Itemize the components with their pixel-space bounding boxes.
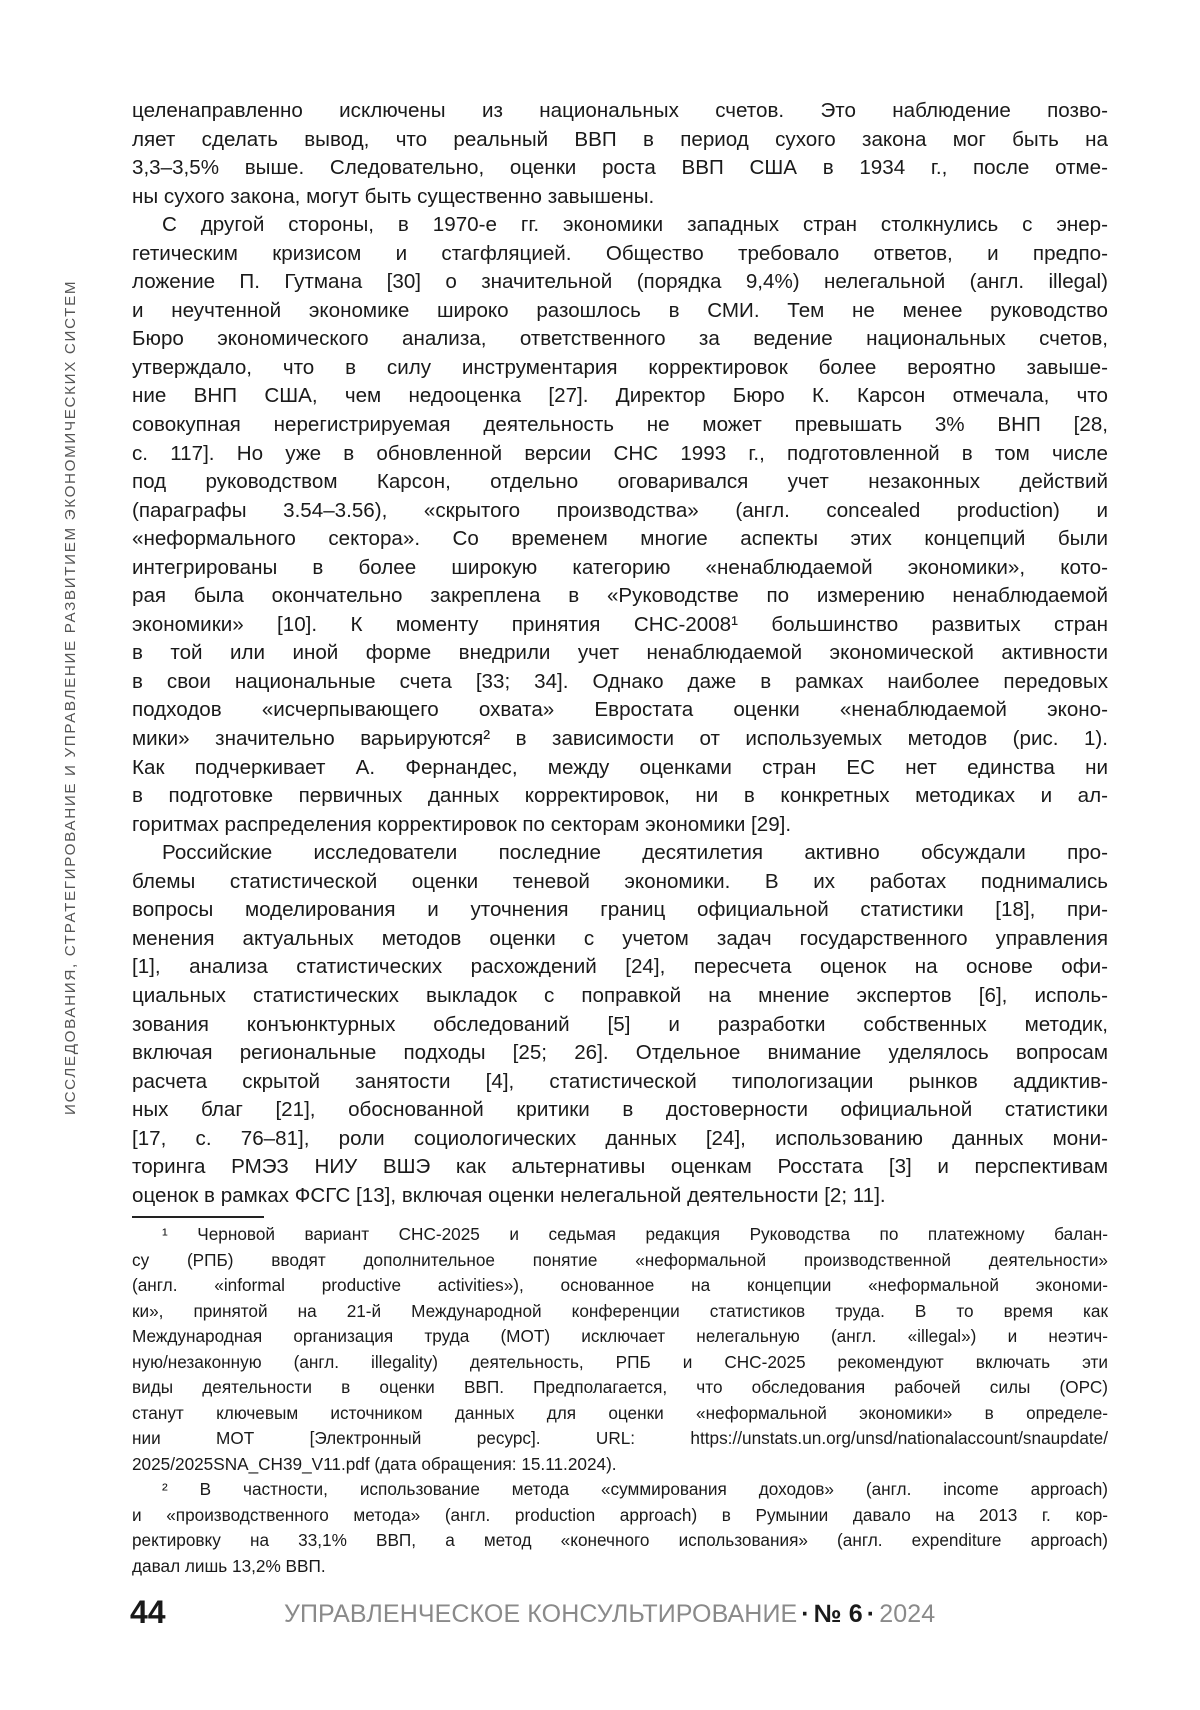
body-line: под руководством Карсон, отдельно оговаривался учет незаконных действий [132,468,1108,497]
body-line: «неформального сектора». Со временем многие аспекты этих концепций были [132,525,1108,554]
body-line: ных благ [21], обоснованной критики в достоверности официальной статистики [132,1096,1108,1125]
footnote-line: виды деятельности в оценки ВВП. Предполагается, что обследования рабочей силы (ОРС) [132,1375,1108,1401]
footnote-line: (англ. «informal productive activities»), основанное на концепции «неформальной экономи- [132,1273,1108,1299]
footnote-line: ¹ Черновой вариант СНС-2025 и седьмая редакция Руководства по платежному балан- [132,1222,1108,1248]
body-line: горитмах распределения корректировок по секторам экономики [29]. [132,811,1108,840]
body-line: ложение П. Гутмана [30] о значительной (порядка 9,4%) нелегальной (англ. illegal) [132,268,1108,297]
body-line: в подготовке первичных данных корректировок, ни в конкретных методиках и ал- [132,782,1108,811]
footnote-line: Международная организация труда (МОТ) исключает нелегальную (англ. «illegal») и неэтич- [132,1324,1108,1350]
footnote-line: и «производственного метода» (англ. production approach) в Румынии давало на 2013 г. кор- [132,1503,1108,1529]
body-line: Российские исследователи последние десятилетия активно обсуждали про- [132,839,1108,868]
body-line: с. 117]. Но уже в обновленной версии СНС 1993 г., подготовленной в том числе [132,440,1108,469]
body-line: [1], анализа статистических расхождений [24], пересчета оценок на основе офи- [132,953,1108,982]
footnote-divider [132,1216,264,1218]
body-line: оценок в рамках ФСГС [13], включая оценки нелегальной деятельности [2; 11]. [132,1182,1108,1211]
body-line: Как подчеркивает А. Фернандес, между оценками стран ЕС нет единства ни [132,754,1108,783]
footnote-line: ректировку на 33,1% ВВП, а метод «конечного использования» (англ. expenditure approach) [132,1528,1108,1554]
body-line: совокупная нерегистрируемая деятельность не может превышать 3% ВНП [28, [132,411,1108,440]
body-line: расчета скрытой занятости [4], статистической типологизации рынков аддиктив- [132,1068,1108,1097]
body-line: целенаправленно исключены из национальных счетов. Это наблюдение позво- [132,97,1108,126]
running-header-vertical: ИССЛЕДОВАНИЯ, СТРАТЕГИРОВАНИЕ И УПРАВЛЕНИЕ РАЗВИТИЕМ ЭКОНОМИЧЕСКИХ СИСТЕМ [62,280,79,1115]
footnote-line: нии МОТ [Электронный ресурс]. URL: https://unstats.un.org/unsd/nationalaccount/snaupdate/ [132,1426,1108,1452]
body-line: ние ВНП США, чем недооценка [27]. Директор Бюро К. Карсон отмечала, что [132,382,1108,411]
footer-separator: · [863,1600,879,1628]
body-line: менения актуальных методов оценки с учетом задач государственного управления [132,925,1108,954]
body-line: [17, с. 76–81], роли социологических данных [24], использованию данных мони- [132,1125,1108,1154]
footnotes [132,1222,1108,1579]
footnote-line: станут ключевым источником данных для оценки «неформальной экономики» в определе- [132,1401,1108,1427]
body-line: вопросы моделирования и уточнения границ официальной статистики [18], при- [132,896,1108,925]
body-line: зования конъюнктурных обследований [5] и разработки собственных методик, [132,1011,1108,1040]
journal-year: 2024 [879,1600,935,1628]
footnote-line: ную/незаконную (англ. illegality) деятельность, РПБ и СНС-2025 рекомендуют включать эти [132,1350,1108,1376]
body-line: экономики» [10]. К моменту принятия СНС-2008¹ большинство развитых стран [132,611,1108,640]
body-line: и неучтенной экономике широко разошлось в СМИ. Тем не менее руководство [132,297,1108,326]
journal-title: УПРАВЛЕНЧЕСКОЕ КОНСУЛЬТИРОВАНИЕ [284,1600,797,1628]
body-line: торинга РМЭЗ НИУ ВШЭ как альтернативы оценкам Росстата [3] и перспективам [132,1153,1108,1182]
body-line: включая региональные подходы [25; 26]. Отдельное внимание уделялось вопросам [132,1039,1108,1068]
journal-footer [284,1600,935,1629]
body-line: ны сухого закона, могут быть существенно завышены. [132,183,1108,212]
footnote-line: ² В частности, использование метода «суммирования доходов» (англ. income approach) [132,1477,1108,1503]
body-line: мики» значительно варьируются² в зависимости от используемых методов (рис. 1). [132,725,1108,754]
body-line: Бюро экономического анализа, ответственного за ведение национальных счетов, [132,325,1108,354]
body-line: гетическим кризисом и стагфляцией. Общество требовало ответов, и предпо- [132,240,1108,269]
footnote-line: давал лишь 13,2% ВВП. [132,1554,1108,1580]
body-line: ляет сделать вывод, что реальный ВВП в период сухого закона мог быть на [132,126,1108,155]
journal-issue: № 6 [814,1600,863,1628]
body-line: 3,3–3,5% выше. Следовательно, оценки роста ВВП США в 1934 г., после отме- [132,154,1108,183]
body-line: С другой стороны, в 1970-е гг. экономики западных стран столкнулись с энер- [132,211,1108,240]
page-number: 44 [130,1594,166,1631]
body-line: блемы статистической оценки теневой экономики. В их работах поднимались [132,868,1108,897]
body-line: циальных статистических выкладок с поправкой на мнение экспертов [6], исполь- [132,982,1108,1011]
body-line: рая была окончательно закреплена в «Руководстве по измерению ненаблюдаемой [132,582,1108,611]
body-line: в той или иной форме внедрили учет ненаблюдаемой экономической активности [132,639,1108,668]
body-line: (параграфы 3.54–3.56), «скрытого производства» (англ. concealed production) и [132,497,1108,526]
body-line: утверждало, что в силу инструментария корректировок более вероятно завыше- [132,354,1108,383]
body-line: интегрированы в более широкую категорию «ненаблюдаемой экономики», кото- [132,554,1108,583]
article-body [132,97,1108,1210]
footnote-line: 2025/2025SNA_CH39_V11.pdf (дата обращения: 15.11.2024). [132,1452,1108,1478]
footnote-line: су (РПБ) вводят дополнительное понятие «неформальной производственной деятельности» [132,1248,1108,1274]
body-line: в свои национальные счета [33; 34]. Однако даже в рамках наиболее передовых [132,668,1108,697]
footnote-line: ки», принятой на 21-й Международной конференции статистиков труда. В то время как [132,1299,1108,1325]
footer-separator: · [797,1600,813,1628]
body-line: подходов «исчерпывающего охвата» Евростата оценки «ненаблюдаемой эконо- [132,696,1108,725]
